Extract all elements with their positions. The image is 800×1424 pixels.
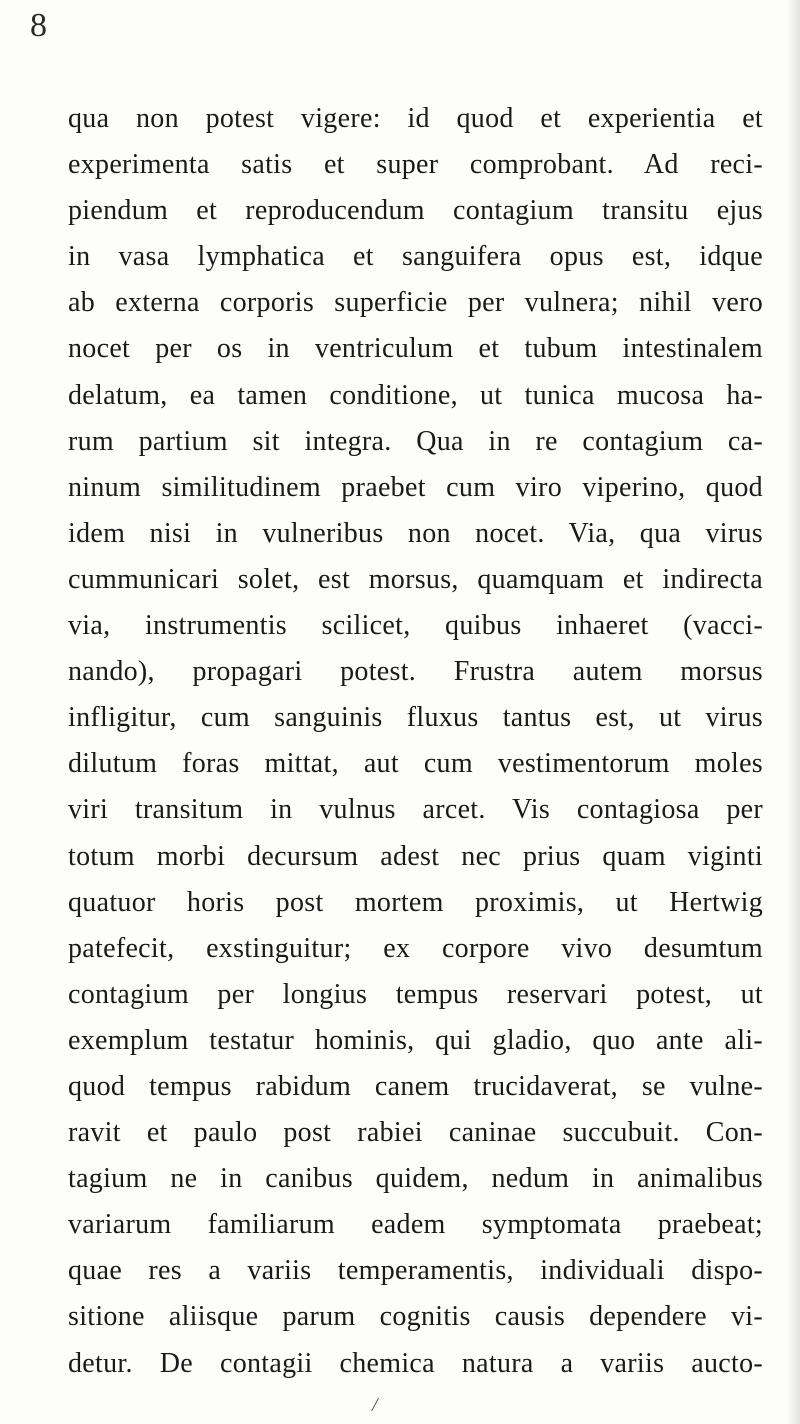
text-line: delatum, ea tamen conditione, ut tunica mucosa ha-: [68, 379, 763, 411]
text-line: tagium ne in canibus quidem, nedum in animalibus: [68, 1163, 763, 1195]
text-line: sitione aliisque parum cognitis causis dependere vi-: [68, 1301, 763, 1333]
text-line: infligitur, cum sanguinis fluxus tantus est, ut virus: [68, 702, 763, 734]
text-line: variarum familiarum eadem symptomata praebeat;: [68, 1209, 763, 1241]
text-line: quae res a variis temperamentis, individuali dispo-: [68, 1255, 763, 1287]
text-line: nando), propagari potest. Frustra autem morsus: [68, 656, 763, 688]
text-line: dilutum foras mittat, aut cum vestimentorum moles: [68, 748, 763, 780]
text-line: quatuor horis post mortem proximis, ut Hertwig: [68, 886, 763, 918]
text-line: ab externa corporis superficie per vulnera; nihil vero: [68, 287, 763, 319]
text-line: quod tempus rabidum canem trucidaverat, se vulne-: [68, 1070, 763, 1102]
text-line: contagium per longius tempus reservari potest, ut: [68, 978, 763, 1010]
text-line: ninum similitudinem praebet cum viro viperino, quod: [68, 471, 763, 503]
text-line: nocet per os in ventriculum et tubum intestinalem: [68, 333, 763, 365]
text-line: detur. De contagii chemica natura a variis aucto-: [68, 1347, 763, 1379]
text-line: in vasa lymphatica et sanguifera opus est, idque: [68, 241, 763, 273]
text-line: viri transitum in vulnus arcet. Vis contagiosa per: [68, 794, 763, 826]
footer-mark: /: [372, 1394, 378, 1416]
page-number: 8: [30, 7, 47, 44]
body-text: [68, 96, 763, 1387]
text-line: rum partium sit integra. Qua in re contagium ca-: [68, 425, 763, 457]
text-line: piendum et reproducendum contagium transitu ejus: [68, 195, 763, 227]
text-line: cummunicari solet, est morsus, quamquam et indirecta: [68, 563, 763, 595]
text-line: via, instrumentis scilicet, quibus inhaeret (vacci-: [68, 610, 763, 642]
text-line: experimenta satis et super comprobant. Ad reci-: [68, 149, 763, 181]
page-edge-shadow: [786, 0, 800, 1424]
text-line: exemplum testatur hominis, qui gladio, quo ante ali-: [68, 1024, 763, 1056]
text-line: idem nisi in vulneribus non nocet. Via, qua virus: [68, 517, 763, 549]
text-line: ravit et paulo post rabiei caninae succubuit. Con-: [68, 1117, 763, 1149]
text-line: qua non potest vigere: id quod et experientia et: [68, 103, 763, 134]
text-line: totum morbi decursum adest nec prius quam viginti: [68, 840, 763, 872]
text-line: patefecit, exstinguitur; ex corpore vivo desumtum: [68, 932, 763, 964]
